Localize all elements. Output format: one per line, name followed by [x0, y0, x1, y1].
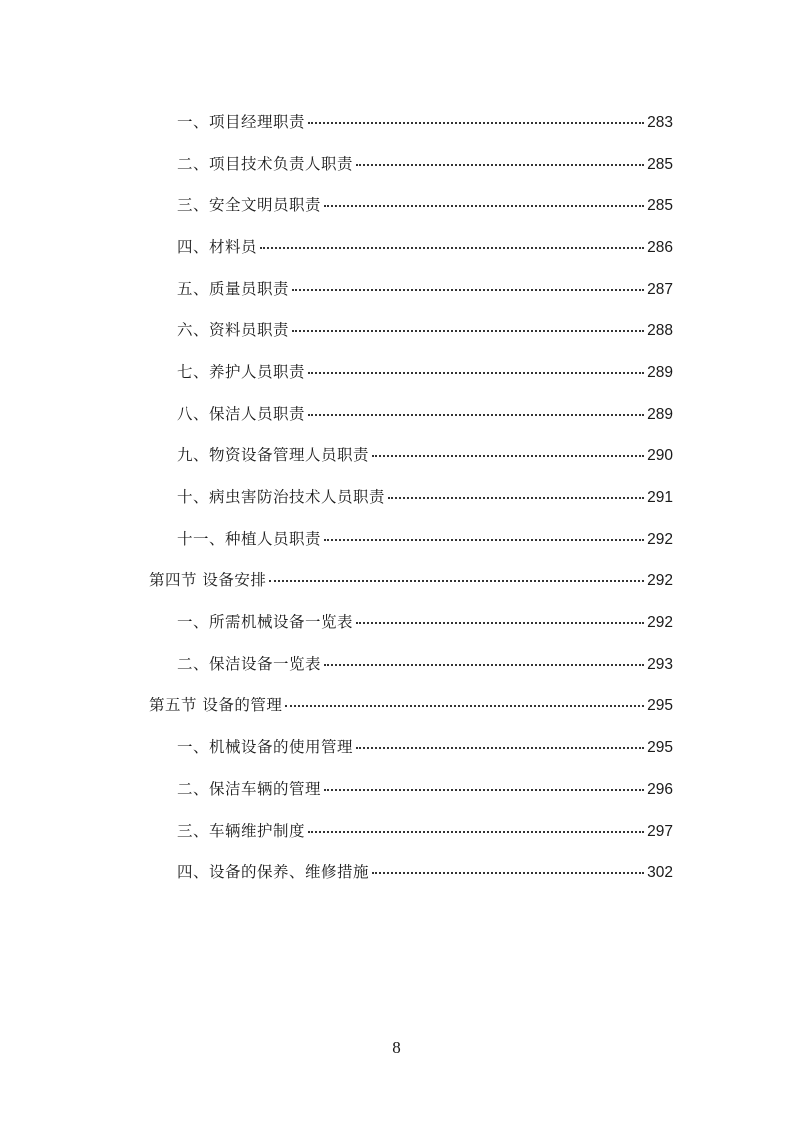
toc-entry-title: 二、保洁设备一览表 [177, 654, 322, 673]
toc-entry-line [177, 235, 673, 257]
toc-entry-page-number: 285 [647, 155, 673, 173]
toc-entry[interactable] [0, 267, 793, 309]
toc-entry-page-number: 296 [647, 780, 673, 798]
toc-entry-page-number: 297 [647, 822, 673, 840]
toc-entry-title: 二、保洁车辆的管理 [177, 779, 322, 798]
toc-dot-leader [324, 789, 644, 791]
toc-entry-page-number: 289 [647, 363, 673, 381]
toc-entry-page-number: 291 [647, 489, 673, 507]
toc-entry-page-number: 292 [647, 572, 673, 590]
toc-entry-page-number: 290 [647, 447, 673, 465]
toc-dot-leader [324, 664, 644, 666]
toc-entry-line [177, 152, 673, 174]
toc-entry[interactable] [0, 434, 793, 476]
toc-entry-page-number: 302 [647, 864, 673, 882]
toc-dot-leader [260, 247, 644, 249]
toc-entry-page-number: 292 [647, 614, 673, 632]
toc-dot-leader [356, 164, 644, 166]
toc-entry-line [149, 693, 673, 715]
toc-entry-page-number: 283 [647, 113, 673, 131]
toc-dot-leader [388, 497, 644, 499]
toc-dot-leader [324, 205, 644, 207]
toc-entry-page-number: 292 [647, 530, 673, 548]
toc-entry-line [177, 610, 673, 632]
toc-entry[interactable] [0, 809, 793, 851]
toc-dot-leader [356, 747, 644, 749]
toc-entry-title: 第五节 设备的管理 [149, 696, 283, 715]
toc-entry-title: 八、保洁人员职责 [177, 404, 306, 423]
toc-entry-title: 十一、种植人员职责 [177, 529, 322, 548]
toc-entry[interactable] [0, 559, 793, 601]
page-number: 8 [392, 1038, 401, 1057]
toc-entry-line [177, 777, 673, 799]
toc-dot-leader [372, 872, 644, 874]
toc-entry-line [177, 443, 673, 465]
toc-entry-title: 四、设备的保养、维修措施 [177, 863, 370, 882]
toc-entry-line [177, 652, 673, 674]
toc-entry-title: 六、资料员职责 [177, 321, 290, 340]
toc-entry-title: 五、质量员职责 [177, 279, 290, 298]
toc-entry[interactable] [0, 308, 793, 350]
toc-dot-leader [308, 414, 644, 416]
toc-entry[interactable] [0, 517, 793, 559]
toc-entry-title: 一、机械设备的使用管理 [177, 738, 354, 757]
toc-dot-leader [292, 330, 644, 332]
table-of-contents [0, 100, 793, 892]
toc-entry-line [177, 735, 673, 757]
toc-entry[interactable] [0, 475, 793, 517]
toc-entry-line [177, 402, 673, 424]
toc-entry-line [177, 485, 673, 507]
toc-entry[interactable] [0, 350, 793, 392]
toc-entry[interactable] [0, 642, 793, 684]
toc-entry-line [177, 819, 673, 841]
toc-entry-line [177, 193, 673, 215]
toc-entry[interactable] [0, 725, 793, 767]
toc-entry-page-number: 289 [647, 405, 673, 423]
toc-entry-page-number: 295 [647, 697, 673, 715]
toc-entry-title: 四、材料员 [177, 237, 258, 256]
toc-dot-leader [292, 289, 644, 291]
toc-entry-page-number: 287 [647, 280, 673, 298]
toc-entry-page-number: 285 [647, 197, 673, 215]
toc-dot-leader [372, 455, 644, 457]
toc-dot-leader [324, 539, 644, 541]
toc-dot-leader [308, 831, 644, 833]
toc-entry-line [177, 527, 673, 549]
toc-entry-page-number: 288 [647, 322, 673, 340]
toc-dot-leader [285, 705, 644, 707]
toc-entry-line [177, 860, 673, 882]
toc-entry[interactable] [0, 767, 793, 809]
toc-entry-title: 七、养护人员职责 [177, 362, 306, 381]
toc-dot-leader [308, 372, 644, 374]
toc-entry-line [149, 568, 673, 590]
toc-entry[interactable] [0, 600, 793, 642]
toc-entry-title: 三、车辆维护制度 [177, 821, 306, 840]
toc-entry-title: 一、项目经理职责 [177, 112, 306, 131]
toc-entry-title: 二、项目技术负责人职责 [177, 154, 354, 173]
toc-entry[interactable] [0, 100, 793, 142]
toc-entry[interactable] [0, 142, 793, 184]
toc-entry-line [177, 318, 673, 340]
toc-entry-title: 十、病虫害防治技术人员职责 [177, 488, 386, 507]
toc-entry-line [177, 110, 673, 132]
toc-entry-page-number: 295 [647, 739, 673, 757]
toc-entry[interactable] [0, 225, 793, 267]
toc-entry-title: 第四节 设备安排 [149, 571, 267, 590]
toc-entry[interactable] [0, 392, 793, 434]
toc-entry-page-number: 293 [647, 655, 673, 673]
toc-entry-title: 三、安全文明员职责 [177, 196, 322, 215]
toc-dot-leader [308, 122, 644, 124]
toc-entry-line [177, 277, 673, 299]
toc-entry-page-number: 286 [647, 238, 673, 256]
toc-entry-title: 九、物资设备管理人员职责 [177, 446, 370, 465]
toc-dot-leader [356, 622, 644, 624]
toc-entry[interactable] [0, 183, 793, 225]
toc-entry-title: 一、所需机械设备一览表 [177, 613, 354, 632]
toc-entry[interactable] [0, 850, 793, 892]
toc-dot-leader [269, 580, 644, 582]
toc-entry[interactable] [0, 684, 793, 726]
toc-entry-line [177, 360, 673, 382]
